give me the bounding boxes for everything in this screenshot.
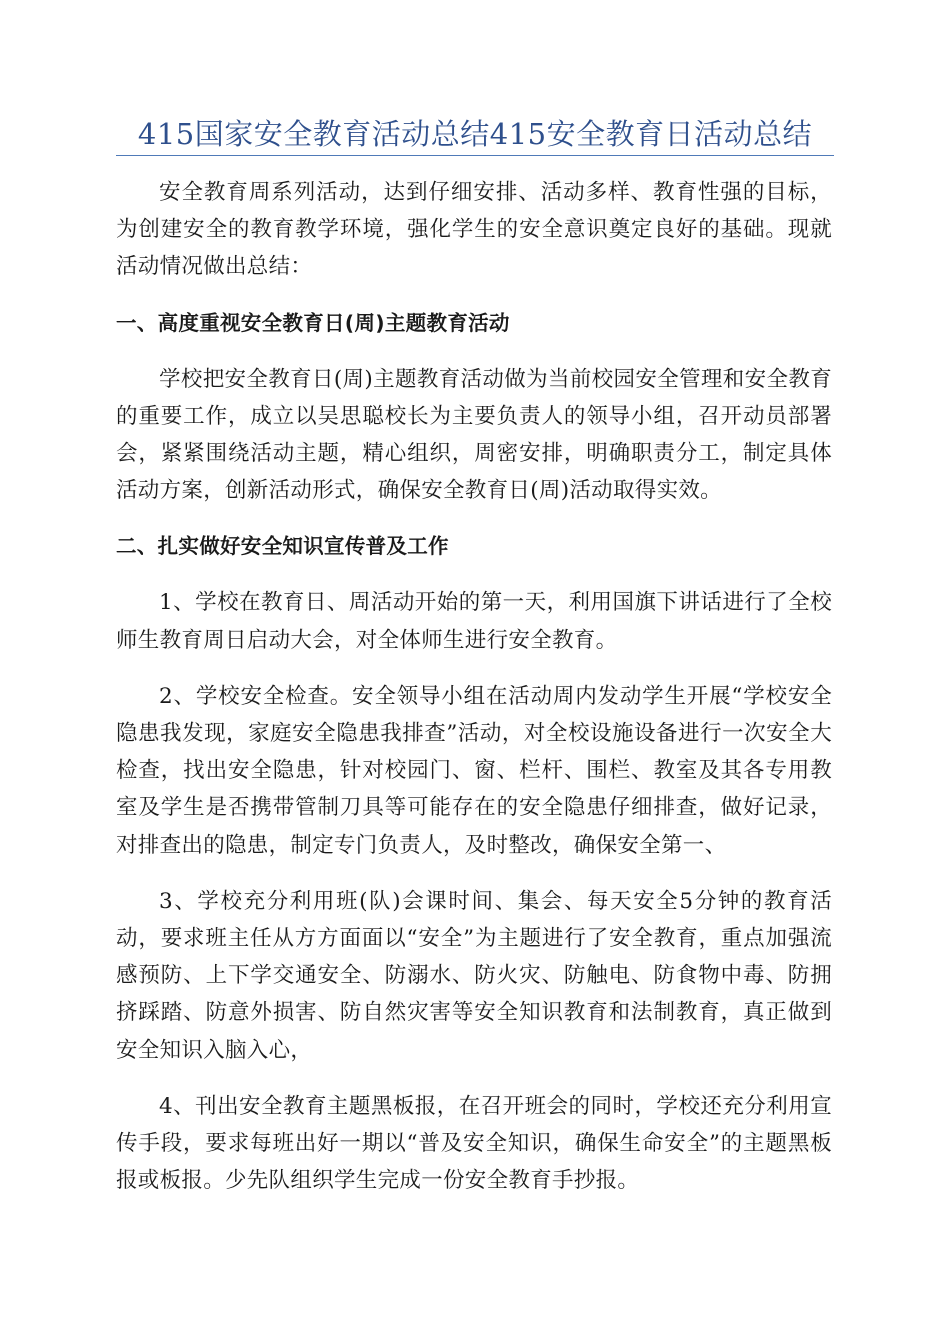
section-2-item-2: 2、学校安全检查。安全领导小组在活动周内发动学生开展“学校安全隐患我发现，家庭安全隐患我排查”活动，对全校设施设备进行一次安全大检查，找出安全隐患，针对校园门、窗、栏杆、围栏、教室及其各专用教室及学生是否携带管制刀具等可能存在的安全隐患仔细排查，做好记录，对排查出的隐患，制定专门负责人，及时整改，确保安全第一、 — [116, 683, 832, 858]
section-1-paragraph: 学校把安全教育日(周)主题教育活动做为当前校园安全管理和安全教育的重要工作，成立以吴思聪校长为主要负责人的领导小组，召开动员部署会，紧紧围绕活动主题，精心组织，周密安排，明确职责分工，制定具体活动方案，创新活动形式，确保安全教育日(周)活动取得实效。 — [116, 366, 832, 504]
section-2-item-1: 1、学校在教育日、周活动开始的第一天，利用国旗下讲话进行了全校师生教育周日启动大会，对全体师生进行安全教育。 — [116, 590, 832, 653]
document-body — [116, 174, 832, 1218]
document-title: 415国家安全教育活动总结415安全教育日活动总结 — [137, 117, 813, 151]
section-2-item-3: 3、学校充分利用班(队)会课时间、集会、每天安全5分钟的教育活动，要求班主任从方方面面以“安全”为主题进行了安全教育，重点加强流感预防、上下学交通安全、防溺水、防火灾、防触电、防食物中毒、防拥挤踩踏、防意外损害、防自然灾害等安全知识教育和法制教育，真正做到安全知识入脑入心， — [116, 888, 832, 1063]
section-2-heading: 二、扎实做好安全知识宣传普及工作 — [116, 534, 449, 559]
title-underline — [116, 155, 834, 156]
section-2-item-4: 4、刊出安全教育主题黑板报，在召开班会的同时，学校还充分利用宣传手段，要求每班出好一期以“普及安全知识，确保生命安全”的主题黑板报或板报。少先队组织学生完成一份安全教育手抄报。 — [116, 1093, 832, 1194]
section-1-heading: 一、高度重视安全教育日(周)主题教育活动 — [116, 310, 510, 335]
intro-paragraph: 安全教育周系列活动，达到仔细安排、活动多样、教育性强的目标，为创建安全的教育教学环境，强化学生的安全意识奠定良好的基础。现就活动情况做出总结： — [116, 180, 832, 280]
